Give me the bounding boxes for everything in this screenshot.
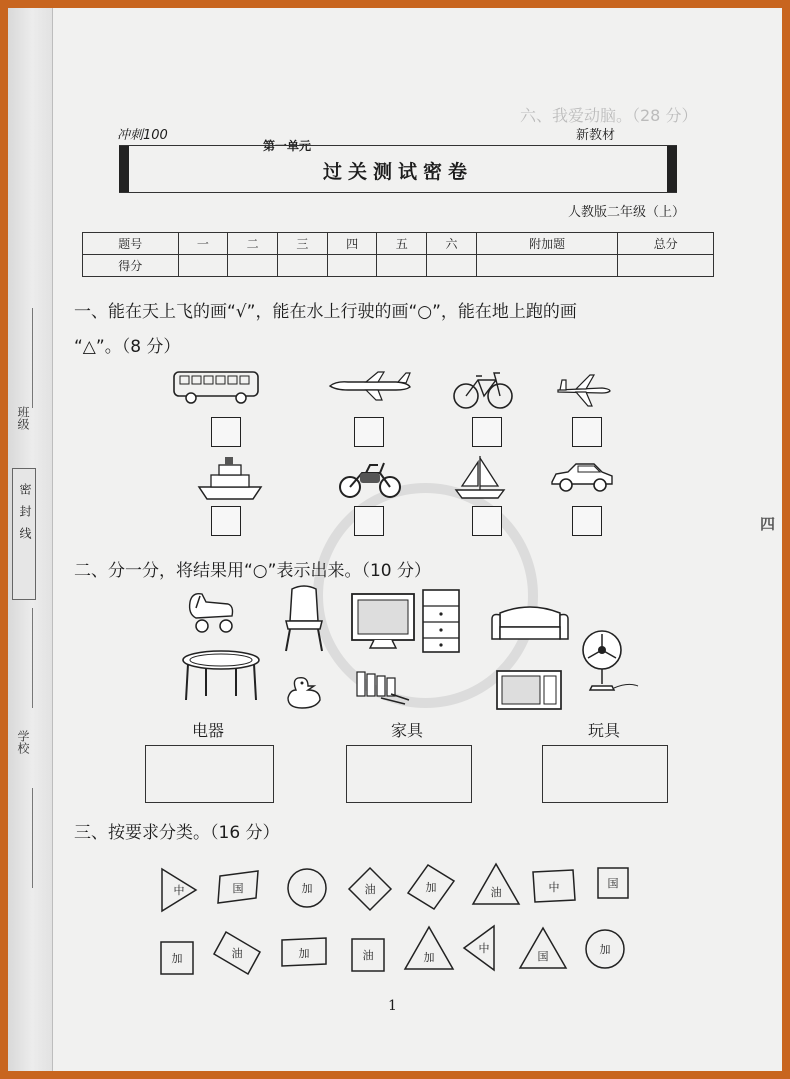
shape-square	[160, 941, 194, 975]
bicycle-icon	[452, 368, 514, 412]
score-header-row	[83, 233, 714, 255]
answer-box-appliance[interactable]	[145, 745, 274, 803]
shape-char: 加	[425, 881, 437, 894]
ghost-heading: 六、我爱动脑。（28 分）	[520, 106, 698, 125]
score-cell[interactable]	[228, 255, 278, 277]
score-header-cell: 三	[278, 233, 328, 255]
sofa-icon	[490, 601, 570, 647]
car-icon	[550, 460, 614, 494]
shape-rectangle	[212, 930, 262, 976]
fan-icon	[578, 628, 642, 694]
score-cell[interactable]	[178, 255, 228, 277]
shape-triangle	[160, 867, 198, 913]
score-value-row	[83, 255, 714, 277]
seal-line-text: 密封线	[18, 483, 32, 549]
answer-box-jet[interactable]	[572, 417, 602, 447]
q1-text-line2: “△”。（8 分）	[74, 337, 181, 357]
duck-toy-icon	[284, 674, 324, 710]
score-header-cell: 四	[327, 233, 377, 255]
ship-icon	[197, 455, 263, 501]
answer-box-bicycle[interactable]	[472, 417, 502, 447]
shape-char: 中	[478, 942, 490, 955]
shape-char: 油	[490, 886, 502, 899]
q3-text: 三、按要求分类。（16 分）	[74, 823, 280, 843]
shape-diamond	[347, 866, 393, 912]
score-header-cell: 一	[178, 233, 228, 255]
airplane-icon	[326, 370, 412, 402]
unit-label: 第一单元	[263, 139, 312, 153]
shape-circle	[584, 928, 626, 970]
score-cell[interactable]	[476, 255, 617, 277]
shape-char: 加	[423, 951, 435, 964]
series-label: 冲刺100	[117, 128, 168, 143]
television-icon	[350, 590, 416, 650]
category-label-furniture: 家具	[391, 721, 424, 740]
answer-box-car[interactable]	[572, 506, 602, 536]
shape-char: 中	[173, 884, 185, 897]
shape-char: 加	[301, 882, 313, 895]
q2-text: 二、分一分，将结果用“○”表示出来。（10 分）	[74, 561, 431, 581]
answer-box-motorcycle[interactable]	[354, 506, 384, 536]
shape-rectangle	[216, 870, 260, 904]
shape-square	[351, 938, 385, 972]
cabinet-icon	[420, 586, 462, 658]
shape-rectangle	[531, 868, 577, 904]
shape-char: 加	[599, 943, 611, 956]
shape-char: 加	[298, 947, 310, 960]
score-header-cell: 二	[228, 233, 278, 255]
shape-triangle	[471, 862, 521, 906]
score-cell[interactable]	[278, 255, 328, 277]
shape-char: 油	[362, 949, 374, 962]
score-cell[interactable]	[618, 255, 714, 277]
class-label: 班级	[16, 406, 30, 430]
shape-rectangle	[280, 936, 328, 968]
shape-triangle	[518, 926, 568, 970]
microwave-icon	[495, 667, 563, 711]
score-row-label: 得分	[83, 255, 179, 277]
score-header-cell: 六	[427, 233, 477, 255]
category-label-appliance: 电器	[192, 721, 225, 740]
bus-icon	[171, 366, 263, 406]
shape-square	[597, 867, 629, 899]
table-icon	[180, 648, 262, 704]
edition-label: 人教版二年级（上）	[568, 205, 686, 220]
shape-triangle	[462, 924, 496, 972]
score-table	[82, 232, 714, 277]
motorcycle-icon	[338, 459, 402, 499]
page-title: 过关测试密卷	[322, 161, 473, 183]
shape-triangle	[403, 925, 455, 971]
shape-circle	[286, 867, 328, 909]
ghost-side-char: 四	[760, 515, 776, 533]
score-cell[interactable]	[427, 255, 477, 277]
answer-box-toy[interactable]	[542, 745, 668, 803]
shape-char: 油	[231, 947, 243, 960]
shape-char: 国	[607, 877, 619, 890]
answer-box-sailboat[interactable]	[472, 506, 502, 536]
page-number: 1	[388, 998, 397, 1014]
shape-char: 国	[232, 882, 244, 895]
score-cell[interactable]	[327, 255, 377, 277]
q1-text-line1: 一、能在天上飞的画“√”，能在水上行驶的画“○”，能在地上跑的画	[74, 302, 577, 322]
chair-icon	[280, 585, 328, 653]
score-header-cell: 总分	[618, 233, 714, 255]
answer-box-furniture[interactable]	[346, 745, 472, 803]
answer-box-airplane[interactable]	[354, 417, 384, 447]
shape-char: 油	[364, 883, 376, 896]
score-header-cell: 附加题	[476, 233, 617, 255]
score-cell[interactable]	[377, 255, 427, 277]
score-header-cell: 五	[377, 233, 427, 255]
answer-box-bus[interactable]	[211, 417, 241, 447]
jet-icon	[556, 372, 612, 410]
new-textbook-label: 新教材	[576, 128, 616, 143]
sailboat-icon	[454, 454, 506, 500]
paper-sheet	[8, 8, 782, 1071]
shape-char: 中	[548, 881, 560, 894]
shape-char: 加	[171, 952, 183, 965]
school-label: 学校	[16, 730, 30, 754]
shape-diamond	[406, 863, 456, 911]
title-banner	[119, 145, 677, 193]
toy-dog-icon	[184, 590, 240, 636]
score-header-cell: 题号	[83, 233, 179, 255]
answer-box-ship[interactable]	[211, 506, 241, 536]
shape-char: 国	[537, 950, 549, 963]
category-label-toy: 玩具	[588, 721, 621, 740]
xylophone-icon	[351, 666, 411, 706]
